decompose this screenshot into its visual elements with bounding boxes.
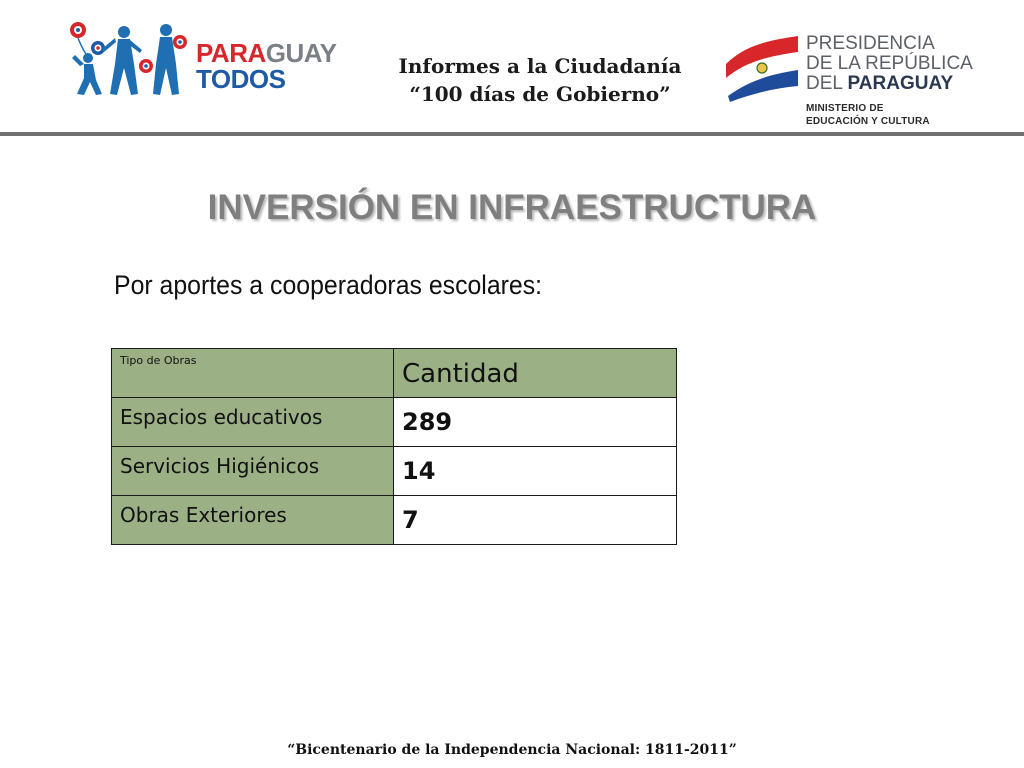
table-row bbox=[112, 447, 677, 496]
slide-footer: “Bicentenario de la Independencia Nacional: 1811-2011” bbox=[287, 742, 737, 758]
logo-todos: TODOS bbox=[196, 64, 286, 94]
tipo-cell bbox=[112, 398, 394, 447]
cantidad-cell bbox=[394, 496, 677, 545]
obras-table bbox=[111, 348, 677, 545]
tipo-text: Servicios Higiénicos bbox=[120, 454, 320, 478]
slide-header bbox=[0, 0, 1024, 138]
people-figures-icon bbox=[66, 18, 191, 96]
tipo-cell bbox=[112, 447, 394, 496]
tipo-cell bbox=[112, 496, 394, 545]
table-header-row bbox=[112, 349, 677, 398]
report-heading bbox=[380, 52, 700, 108]
header-divider bbox=[0, 132, 1024, 136]
presidencia-line3-a: DEL bbox=[806, 73, 843, 94]
paraguay-todos-logo bbox=[66, 18, 356, 98]
slide-title: INVERSIÓN EN INFRAESTRUCTURA bbox=[207, 188, 817, 227]
tipo-text: Espacios educativos bbox=[120, 405, 323, 429]
tipo-text: Obras Exteriores bbox=[120, 503, 287, 527]
header-tipo-label: Tipo de Obras bbox=[120, 354, 197, 367]
cantidad-cell bbox=[394, 447, 677, 496]
logo-guay: GUAY bbox=[265, 38, 337, 68]
cantidad-text: 289 bbox=[402, 408, 453, 436]
ministry-line1: MINISTERIO DE bbox=[806, 103, 884, 114]
cantidad-text: 14 bbox=[402, 457, 436, 485]
presidencia-line3-b: PARAGUAY bbox=[847, 73, 954, 94]
cantidad-cell bbox=[394, 398, 677, 447]
paraguay-flag-icon bbox=[722, 30, 800, 102]
header-cell-tipo bbox=[112, 349, 394, 398]
report-heading-line1: Informes a la Ciudadanía bbox=[398, 54, 682, 78]
presidencia-logo bbox=[722, 30, 1022, 134]
table-row bbox=[112, 496, 677, 545]
presidencia-line1: PRESIDENCIA bbox=[806, 33, 935, 54]
slide-subtitle: Por aportes a cooperadoras escolares: bbox=[114, 270, 543, 300]
header-cell-cantidad bbox=[394, 349, 677, 398]
ministry-line2: EDUCACIÓN Y CULTURA bbox=[806, 116, 930, 127]
header-cantidad-label: Cantidad bbox=[402, 359, 519, 389]
table-row bbox=[112, 398, 677, 447]
report-heading-line2: “100 días de Gobierno” bbox=[409, 82, 671, 106]
cantidad-text: 7 bbox=[402, 506, 419, 534]
presidencia-line2: DE LA REPÚBLICA bbox=[806, 53, 973, 74]
logo-para: PARA bbox=[196, 38, 266, 68]
